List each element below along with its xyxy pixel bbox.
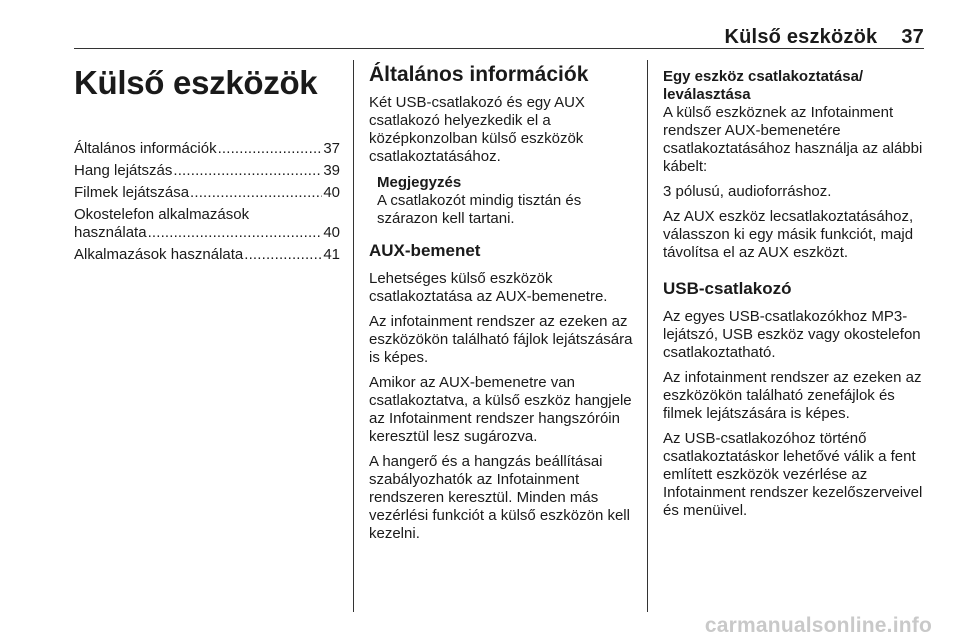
section-title-general: Általános információk <box>369 63 589 86</box>
connect-paragraph: 3 pólusú, audioforráshoz. <box>663 183 832 200</box>
toc-entry-page: 40 <box>323 224 340 241</box>
header-rule <box>74 48 924 49</box>
toc-entry-title-line2: használata <box>74 224 147 241</box>
toc-entry-page: 39 <box>323 162 340 179</box>
toc-entry[interactable] <box>74 246 340 264</box>
toc-entry[interactable] <box>74 140 340 158</box>
toc-entry-title: Hang lejátszás <box>74 162 173 179</box>
usb-paragraph: Az USB-csatlakozóhoz történő csatlakoztatáskor lehetővé válik a fent említett eszközök vezérlése az Infotainment rendszer kezelőszerveivel és menüivel. <box>663 430 923 519</box>
header-title: Külső eszközök <box>724 26 878 48</box>
aux-paragraph: A hangerő és a hangzás beállításai szabályozhatók az Infotainment rendszeren keresztül. Minden más vezérlési funkciót a külső eszközön kell kezelni. <box>369 453 630 542</box>
toc-leader <box>173 162 322 180</box>
watermark: carmanualsonline.info <box>704 614 932 637</box>
page-header <box>725 26 925 49</box>
toc-leader <box>218 140 323 158</box>
column-1 <box>74 60 340 268</box>
general-intro: Két USB-csatlakozó és egy AUX csatlakozó helyezkedik el a középkonzolban külső eszközök csatlakoztatásához. <box>369 94 585 165</box>
toc-entry-page: 41 <box>323 246 340 263</box>
note-text: A csatlakozót mindig tisztán és szárazon kell tartani. <box>377 192 582 227</box>
connect-paragraph: Az AUX eszköz lecsatlakoztatásához, válasszon ki egy másik funkciót, majd távolítsa el az AUX eszközt. <box>663 208 914 261</box>
chapter-title: Külső eszközök <box>74 64 318 101</box>
aux-paragraph: Amikor az AUX-bemenetre van csatlakoztatva, a külső eszköz hangjele az Infotainment rendszer hangszóróin keresztül lesz sugározva. <box>369 374 632 445</box>
usb-paragraph: Az egyes USB-csatlakozókhoz MP3-lejátszó, USB eszköz vagy okostelefon csatlakoztatható. <box>663 308 921 361</box>
connect-paragraph: A külső eszköznek az Infotainment rendszer AUX-bemenetére csatlakoztatásához használja az alábbi kábelt: <box>663 104 923 175</box>
toc-entry-line2 <box>74 224 340 242</box>
toc-leader <box>190 184 322 202</box>
toc-entry[interactable] <box>74 184 340 202</box>
column-divider-2 <box>647 60 648 612</box>
subsection-title-usb: USB-csatlakozó <box>663 279 792 298</box>
toc-entry-title-line1: Okostelefon alkalmazások <box>74 206 250 223</box>
aux-paragraph: Lehetséges külső eszközök csatlakoztatása az AUX-bemenetre. <box>369 270 608 305</box>
toc-entry-title: Alkalmazások használata <box>74 246 244 263</box>
note-box <box>369 174 634 228</box>
note-title: Megjegyzés <box>377 174 462 191</box>
subsection-title-connect: Egy eszköz csatlakoztatása/ leválasztása <box>663 68 864 103</box>
column-2 <box>369 60 634 550</box>
toc-entry-page: 40 <box>323 184 340 201</box>
column-3 <box>663 60 928 527</box>
subsection-title-aux: AUX-bemenet <box>369 241 481 260</box>
toc-entry-title: Általános információk <box>74 140 217 157</box>
toc-leader <box>244 246 322 264</box>
toc-entry-page: 37 <box>323 140 340 157</box>
usb-paragraph: Az infotainment rendszer az ezeken az eszközökön található zenefájlok és filmek lejátszására is képes. <box>663 369 922 422</box>
toc-entry[interactable] <box>74 162 340 180</box>
aux-paragraph: Az infotainment rendszer az ezeken az eszközökön található fájlok lejátszására is képes. <box>369 313 633 366</box>
page-number: 37 <box>901 26 924 48</box>
toc-entry-title: Filmek lejátszása <box>74 184 190 201</box>
toc-entry-multiline[interactable] <box>74 206 340 242</box>
column-divider-1 <box>353 60 354 612</box>
table-of-contents <box>74 140 340 264</box>
toc-leader <box>148 224 323 242</box>
